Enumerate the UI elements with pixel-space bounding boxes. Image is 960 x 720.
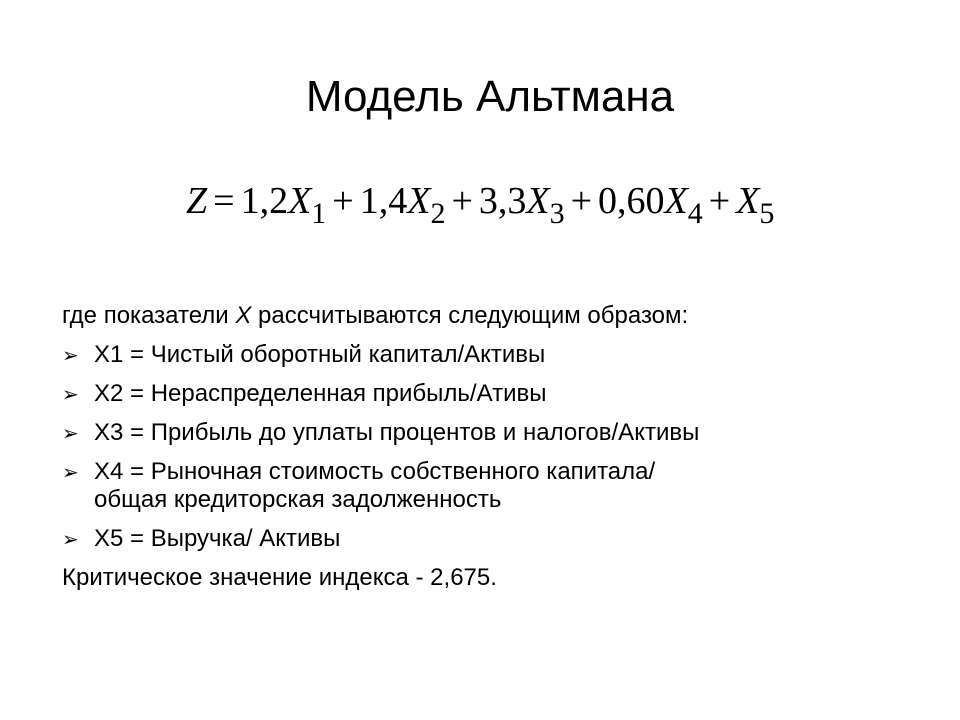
arrowhead-bullet-icon: ➢ bbox=[62, 421, 79, 445]
arrowhead-bullet-icon: ➢ bbox=[62, 382, 79, 406]
arrowhead-bullet-icon: ➢ bbox=[62, 460, 79, 484]
arrowhead-bullet-icon: ➢ bbox=[62, 343, 79, 367]
arrowhead-bullet-icon: ➢ bbox=[62, 527, 79, 551]
intro-text: где показатели Х рассчитываются следующим образом: bbox=[62, 302, 689, 329]
critical-value-text: Критическое значение индекса - 2,675. bbox=[62, 564, 497, 591]
formula-lhs: Z bbox=[186, 180, 208, 222]
slide-title: Модель Альтмана bbox=[305, 72, 675, 121]
altman-formula bbox=[186, 180, 775, 230]
list-item: ➢ Х1 = Чистый оборотный капитал/Активы bbox=[62, 341, 546, 368]
formula-term-3: $3,3X_3$ bbox=[478, 180, 565, 230]
formula-plus: + bbox=[332, 180, 354, 222]
slide-body bbox=[62, 302, 922, 603]
formula-term-5: $X_5$ bbox=[736, 180, 775, 230]
formula-term-1: $1,2X_1$ bbox=[240, 180, 327, 230]
list-item: ➢ Х2 = Нераспределенная прибыль/Ативы bbox=[62, 380, 547, 407]
list-item: ➢ Х4 = Рыночная стоимость собственного капитала/общая кредиторская задолженность bbox=[62, 458, 656, 513]
formula-term-2: $1,4X_2$ bbox=[359, 180, 446, 230]
formula-plus: + bbox=[451, 180, 473, 222]
formula-equals: = bbox=[213, 180, 235, 222]
list-item: ➢ Х5 = Выручка/ Активы bbox=[62, 525, 341, 552]
formula-plus: + bbox=[708, 180, 731, 222]
list-item: ➢ Х3 = Прибыль до уплаты процентов и налогов/Активы bbox=[62, 419, 700, 446]
formula-plus: + bbox=[570, 180, 593, 222]
formula-term-4: $0,60X_4$ bbox=[598, 180, 703, 230]
